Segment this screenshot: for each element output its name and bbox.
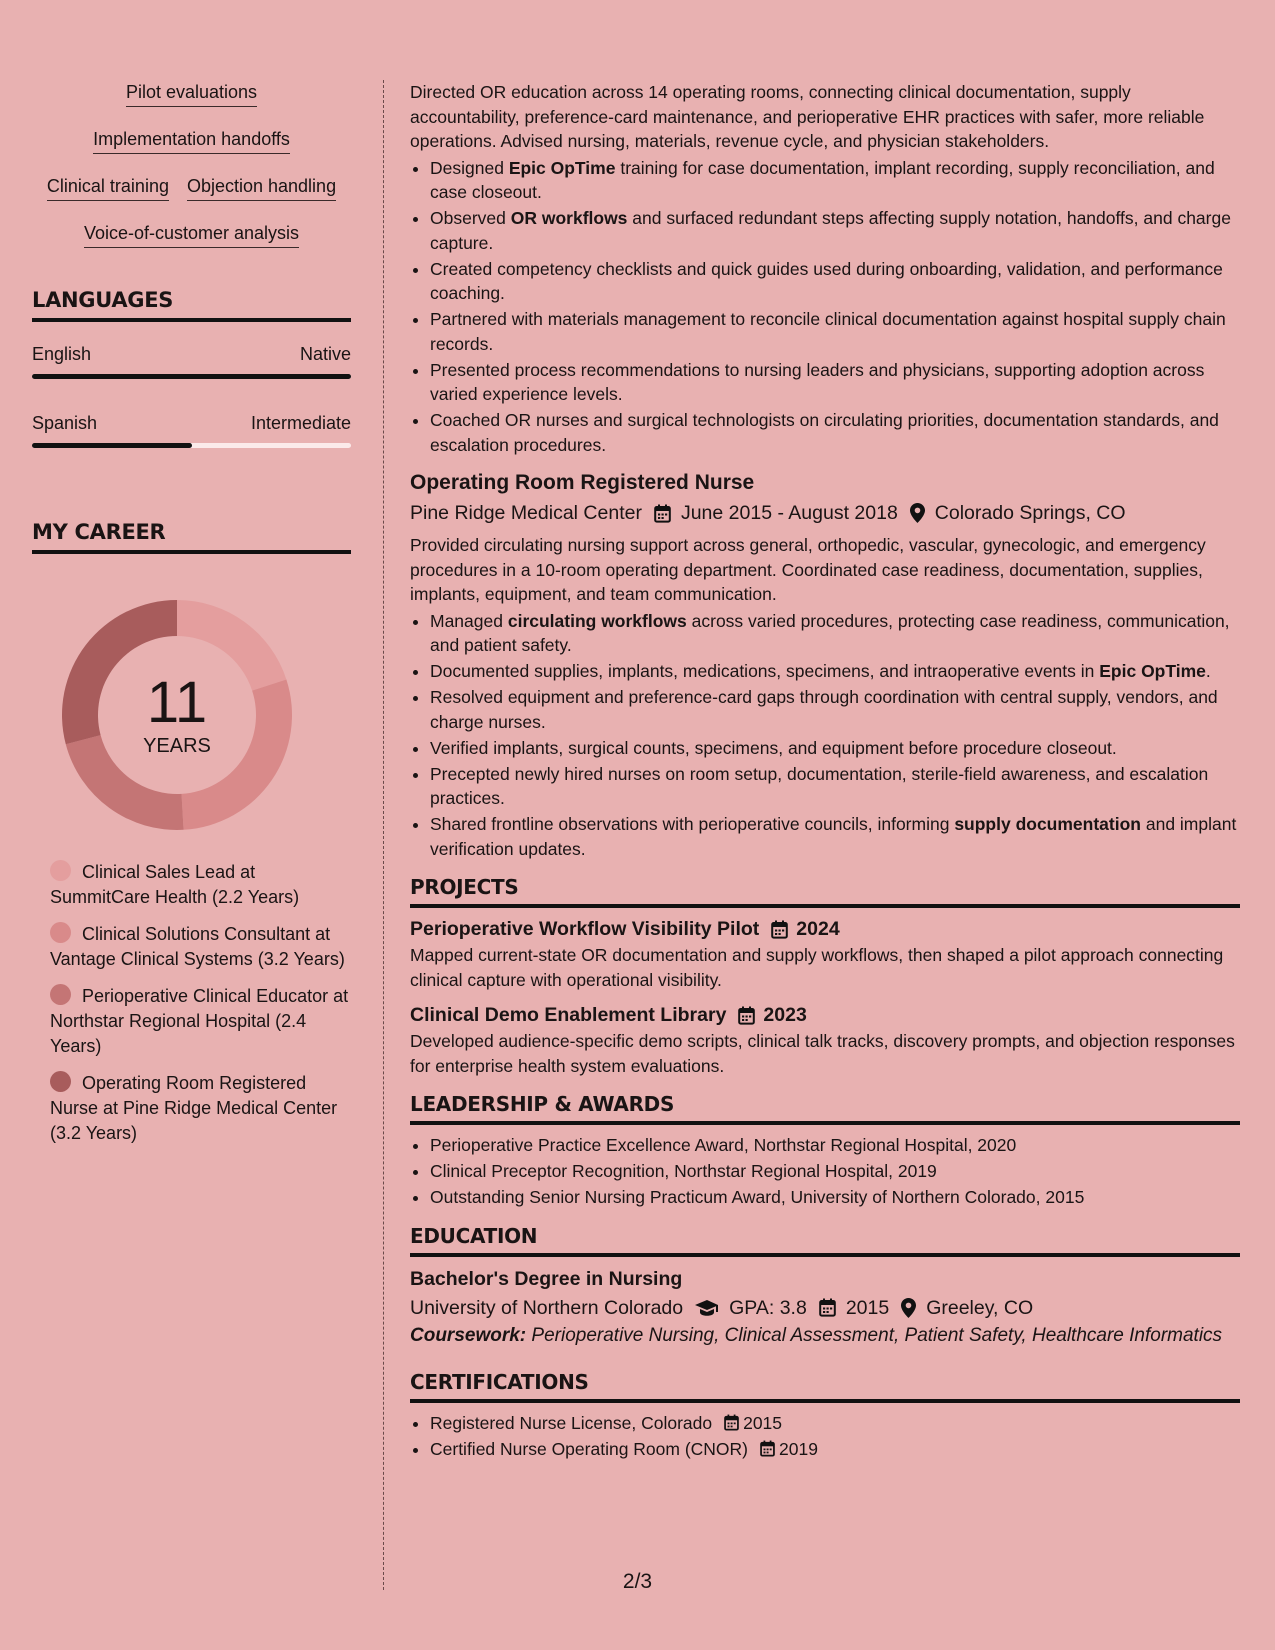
career-legend: [32, 860, 351, 1146]
job-bullet: • Resolved equipment and preference-card gaps through coordination with central supply, vendors, and charge nurses.: [430, 685, 1240, 734]
projects-title: PROJECTS: [410, 875, 1240, 908]
award-item: • Outstanding Senior Nursing Practicum Award, University of Northern Colorado, 2015: [430, 1185, 1240, 1210]
language-bar: [32, 374, 351, 379]
languages-section: [32, 288, 351, 448]
language-bar-fill: [32, 374, 351, 379]
legend-dot: [50, 860, 71, 881]
school-name: University of Northern Colorado: [410, 1296, 684, 1319]
graduation-year: 2015: [845, 1296, 890, 1319]
skill-tag: Voice-of-customer analysis: [84, 221, 299, 248]
coursework-list: Perioperative Nursing, Clinical Assessment, Patient Safety, Healthcare Informatics: [526, 1324, 1223, 1346]
project-name: Perioperative Workflow Visibility Pilot: [410, 918, 760, 940]
award-item: • Perioperative Practice Excellence Award, Northstar Regional Hospital, 2020: [430, 1133, 1240, 1158]
skill-tag: Clinical training: [47, 174, 169, 201]
coursework-label: Coursework:: [410, 1324, 527, 1346]
job-bullet: • Shared frontline observations with perioperative councils, informing supply documentation and implant verification updates.: [430, 812, 1240, 861]
page-number: 2/3: [622, 1570, 653, 1593]
career-total-years: 11: [146, 670, 208, 735]
left-column: [32, 80, 351, 1158]
career-donut: [62, 600, 292, 830]
right-column: [410, 80, 1240, 1463]
job-bullet: • Coached OR nurses and surgical technologists on circulating priorities, documentation standards, and escalation procedures.: [430, 408, 1240, 457]
career-donut-center: [62, 600, 292, 830]
career-title: MY CAREER: [32, 520, 351, 554]
job-meta: [410, 499, 1240, 527]
language-name: English: [32, 344, 92, 364]
gpa: GPA: 3.8: [729, 1296, 807, 1319]
graduation-cap-icon: [695, 1299, 719, 1317]
certifications-title: CERTIFICATIONS: [410, 1370, 1240, 1403]
skills-list: [32, 80, 351, 248]
language-level: Intermediate: [250, 413, 351, 433]
job-bullet: • Verified implants, surgical counts, specimens, and equipment before procedure closeout.: [430, 736, 1240, 761]
calendar-icon: [819, 1298, 836, 1317]
language-name: Spanish: [32, 413, 98, 433]
certification-item: [430, 1437, 1240, 1462]
job-bullet: • Created competency checklists and quick guides used during onboarding, validation, and performance coaching.: [430, 257, 1240, 306]
legend-label: Clinical Solutions Consultant at Vantage Clinical Systems (3.2 Years): [50, 924, 345, 969]
career-legend-item: [50, 984, 351, 1059]
project-item: [410, 916, 1240, 992]
award-item: • Clinical Preceptor Recognition, Northstar Regional Hospital, 2019: [430, 1159, 1240, 1184]
project-item: [410, 1002, 1240, 1078]
legend-label: Perioperative Clinical Educator at Northstar Regional Hospital (2.4 Years): [50, 986, 349, 1056]
coursework: [410, 1324, 1240, 1348]
project-name: Clinical Demo Enablement Library: [410, 1004, 727, 1026]
language-spanish: [32, 411, 351, 448]
job-bullets: [410, 609, 1240, 862]
career-legend-item: [50, 922, 351, 972]
certification-item: [430, 1411, 1240, 1436]
languages-title: LANGUAGES: [32, 288, 351, 322]
career-legend-item: [50, 860, 351, 910]
career-section: [32, 520, 351, 1146]
career-legend-item: [50, 1071, 351, 1146]
company-name: Pine Ridge Medical Center: [410, 502, 642, 524]
job-bullets: [410, 156, 1240, 458]
calendar-icon: [724, 1414, 739, 1431]
degree-title: Bachelor's Degree in Nursing: [410, 1267, 683, 1290]
certification-year: 2019: [779, 1438, 818, 1459]
job-location: Colorado Springs, CO: [934, 502, 1126, 524]
calendar-icon: [654, 504, 671, 523]
column-divider: [383, 80, 384, 1590]
job-summary: Directed OR education across 14 operating rooms, connecting clinical documentation, supply accountability, preference-card maintenance, and perioperative EHR practices with safer, more reliable operations. Advised nursing, materials, revenue cycle, and physician stakeholders.: [410, 82, 1205, 151]
skill-tag: Pilot evaluations: [126, 80, 257, 107]
job-bullet: • Documented supplies, implants, medications, specimens, and intraoperative events in Epic OpTime.: [430, 659, 1240, 684]
certification-name: • Certified Nurse Operating Room (CNOR): [430, 1438, 749, 1459]
job-title: Operating Room Registered Nurse: [410, 471, 755, 494]
map-pin-icon: [901, 1298, 916, 1318]
project-desc: Mapped current-state OR documentation and supply workflows, then shaped a pilot approach connecting clinical capture with operational visibility.: [410, 945, 1224, 990]
job-bullet: • Precepted newly hired nurses on room setup, documentation, sterile-field awareness, and escalation practices.: [430, 762, 1240, 811]
legend-dot: [50, 1071, 71, 1092]
school-location: Greeley, CO: [926, 1296, 1034, 1319]
calendar-icon: [738, 1006, 755, 1025]
legend-dot: [50, 922, 71, 943]
job-summary: Provided circulating nursing support across general, orthopedic, vascular, gynecologic, and emergency procedures in a 10-room operating department. Coordinated case readiness, documentation, supplies, implants, equipment, and team communication.: [410, 535, 1206, 604]
language-bar-fill: [32, 443, 192, 448]
education-meta: [410, 1294, 1240, 1322]
job-bullet: • Presented process recommendations to nursing leaders and physicians, supporting adoption across varied experience levels.: [430, 358, 1240, 407]
job-bullet: • Partnered with materials management to reconcile clinical documentation against hospital supply chain records.: [430, 307, 1240, 356]
certifications-list: [410, 1411, 1240, 1462]
job-bullet: • Designed Epic OpTime training for case documentation, implant recording, supply reconciliation, and case closeout.: [430, 156, 1240, 205]
certification-year: 2015: [743, 1412, 783, 1433]
job-bullet: • Managed circulating workflows across varied procedures, protecting case readiness, communication, and patient safety.: [430, 609, 1240, 658]
awards-title: LEADERSHIP & AWARDS: [410, 1092, 1240, 1125]
language-bar: [32, 443, 351, 448]
legend-label: Clinical Sales Lead at SummitCare Health (2.2 Years): [50, 862, 300, 907]
skill-tag: Objection handling: [187, 174, 336, 201]
calendar-icon: [760, 1440, 775, 1457]
calendar-icon: [771, 920, 788, 939]
awards-list: [410, 1133, 1240, 1210]
education-title: EDUCATION: [410, 1224, 1240, 1257]
project-year: 2023: [763, 1004, 807, 1026]
legend-label: Operating Room Registered Nurse at Pine Ridge Medical Center (3.2 Years): [50, 1073, 338, 1143]
language-level: Native: [299, 344, 351, 364]
project-year: 2024: [796, 918, 840, 940]
career-total-unit: YEARS: [143, 735, 211, 757]
map-pin-icon: [910, 503, 925, 523]
job-bullet: • Observed OR workflows and surfaced redundant steps affecting supply notation, handoffs, and charge capture.: [430, 206, 1240, 255]
skill-tag: Implementation handoffs: [93, 127, 290, 154]
project-desc: Developed audience-specific demo scripts, clinical talk tracks, discovery prompts, and objection responses for enterprise health system evaluations.: [410, 1031, 1235, 1076]
language-english: [32, 342, 351, 379]
certification-name: • Registered Nurse License, Colorado: [430, 1412, 713, 1433]
legend-dot: [50, 984, 71, 1005]
job-dates: June 2015 - August 2018: [680, 502, 898, 524]
